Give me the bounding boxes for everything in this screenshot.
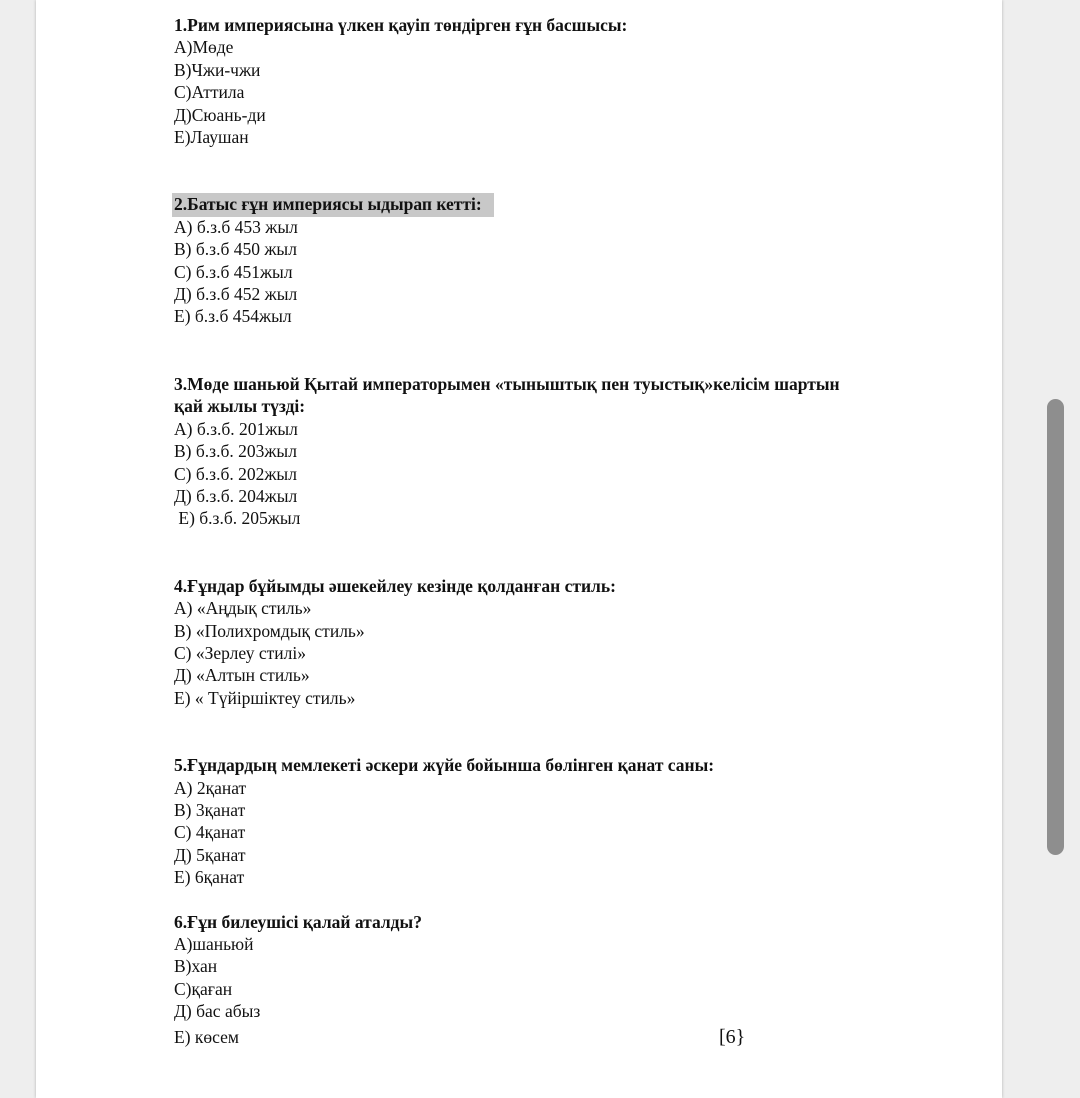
question-3 (174, 373, 934, 530)
question-1 (174, 14, 934, 148)
question-title: 1.Рим империясына үлкен қауіп төндірген ғұн басшысы: (174, 15, 628, 35)
option-c: С) б.з.б. 202жыл (174, 463, 297, 484)
option-d: Д) 5қанат (174, 844, 246, 865)
question-2 (174, 193, 934, 327)
option-d: Д) б.з.б. 204жыл (174, 485, 298, 506)
option-e: Е) б.з.б. 205жыл (174, 508, 301, 529)
option-e: Е) « Түйіршіктеу стиль» (174, 687, 356, 708)
option-c: С) «Зерлеу стилі» (174, 642, 306, 663)
spacer (174, 530, 934, 575)
highlighted-text: 2.Батыс ғұн империясы ыдырап кетті: (172, 193, 494, 217)
option-a: А) 2қанат (174, 777, 247, 798)
option-c: С)қаған (174, 978, 233, 999)
option-e: Е) 6қанат (174, 867, 245, 888)
option-b: В)хан (174, 956, 218, 977)
option-c: С) б.з.б 451жыл (174, 261, 293, 282)
scrollbar-thumb[interactable] (1047, 399, 1064, 855)
question-6 (174, 911, 934, 1048)
page-content (174, 14, 934, 1048)
question-title: 4.Ғұндар бұйымды әшекейлеу кезінде қолданған стиль: (174, 575, 616, 596)
option-c: С) 4қанат (174, 822, 246, 843)
option-a: А) б.з.б 453 жыл (174, 216, 298, 237)
option-e: Е) б.з.б 454жыл (174, 306, 292, 327)
option-e: Е) көсем (174, 1026, 239, 1047)
option-e-line (174, 1026, 934, 1048)
document-page (36, 0, 1002, 1098)
option-d: Д)Сюань-ди (174, 104, 266, 125)
question-title: 6.Ғұн билеушісі қалай аталды? (174, 911, 422, 932)
spacer (174, 889, 934, 911)
option-d: Д) бас абыз (174, 1001, 261, 1022)
question-title-line-1: 3.Мөде шаньюй Қытай императорымен «тыныштық пен туыстық»келісім шартын (174, 373, 840, 394)
option-b: В) б.з.б. 203жыл (174, 441, 297, 462)
option-a: А)шаньюй (174, 934, 254, 954)
option-e: Е)Лаушан (174, 127, 249, 148)
spacer (174, 328, 934, 373)
option-b: В) «Полихромдық стиль» (174, 620, 365, 641)
option-b: В) 3қанат (174, 799, 246, 820)
option-a: А)Мөде (174, 37, 234, 58)
option-a: А) б.з.б. 201жыл (174, 418, 298, 439)
question-title-highlighted (174, 193, 934, 215)
option-d: Д) «Алтын стиль» (174, 665, 310, 686)
question-5 (174, 754, 934, 888)
option-b: В)Чжи-чжи (174, 59, 261, 80)
option-a: А) «Аңдық стиль» (174, 598, 312, 619)
page-number: [6} (719, 1025, 746, 1048)
spacer (174, 709, 934, 754)
spacer (174, 148, 934, 193)
question-4 (174, 575, 934, 709)
option-c: С)Аттила (174, 82, 245, 103)
question-title: 5.Ғұндардың мемлекеті әскери жүйе бойынша бөлінген қанат саны: (174, 755, 715, 776)
question-title-line-2: қай жылы түзді: (174, 396, 306, 417)
option-d: Д) б.з.б 452 жыл (174, 284, 298, 305)
option-b: В) б.з.б 450 жыл (174, 239, 297, 260)
